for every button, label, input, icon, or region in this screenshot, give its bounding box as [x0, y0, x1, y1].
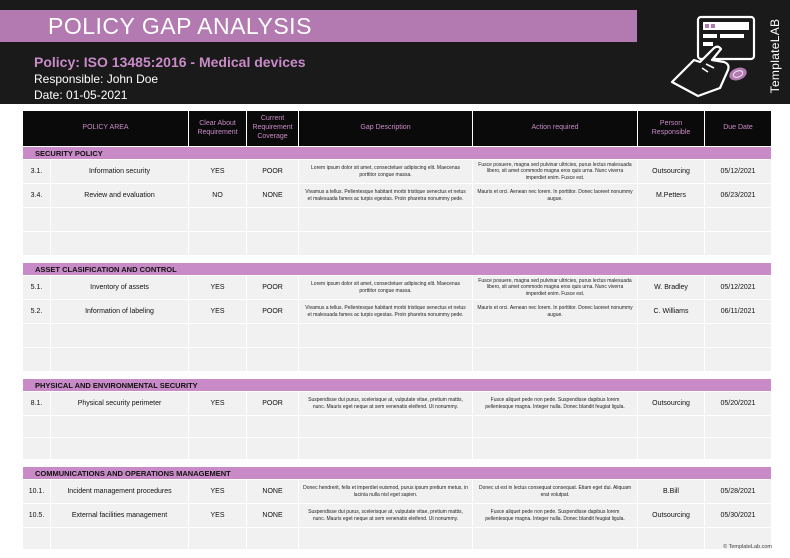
clear-about-cell: YES — [189, 300, 247, 324]
clear-about-cell — [189, 528, 247, 550]
item-number: 5.1. — [23, 276, 51, 300]
person-responsible-cell — [638, 348, 705, 372]
policy-area-cell — [51, 348, 189, 372]
coverage-cell — [247, 348, 299, 372]
coverage-cell — [247, 324, 299, 348]
person-responsible-cell — [638, 232, 705, 256]
due-date-cell: 05/20/2021 — [705, 392, 772, 416]
due-date-cell: 05/30/2021 — [705, 504, 772, 528]
item-number — [23, 416, 51, 438]
coverage-cell — [247, 438, 299, 460]
col-due-date: Due Date — [705, 111, 772, 147]
action-required-cell: Donec ut est in lectus consequat consequat. Etiam eget dui. Aliquam erat volutpat. — [473, 480, 638, 504]
clear-about-cell: YES — [189, 480, 247, 504]
person-responsible-cell: W. Bradley — [638, 276, 705, 300]
clear-about-cell — [189, 348, 247, 372]
policy-area-cell: Physical security perimeter — [51, 392, 189, 416]
clear-about-cell — [189, 416, 247, 438]
gap-description-cell: Vivamus a tellus. Pellentesque habitant morbi tristique senectus et netus et malesuada fames ac turpis egestas. Proin pharetra nonummy pede. — [299, 184, 473, 208]
clear-about-cell — [189, 232, 247, 256]
table-row — [23, 392, 772, 416]
coverage-cell — [247, 416, 299, 438]
table-row — [23, 300, 772, 324]
due-date-cell — [705, 324, 772, 348]
item-number — [23, 232, 51, 256]
action-required-cell — [473, 528, 638, 550]
policy-area-cell: Review and evaluation — [51, 184, 189, 208]
coverage-cell: NONE — [247, 480, 299, 504]
section-header-row — [23, 467, 772, 480]
copyright-footer: © TemplateLab.com — [723, 544, 772, 550]
item-number: 10.1. — [23, 480, 51, 504]
action-required-cell: Fusce aliquet pede non pede. Suspendisse dapibus lorem pellentesque magna. Integer nulla. Donec blandit feugiat ligula. — [473, 504, 638, 528]
item-number: 3.1. — [23, 160, 51, 184]
policy-area-cell: Information security — [51, 160, 189, 184]
action-required-cell — [473, 324, 638, 348]
coverage-cell — [247, 232, 299, 256]
action-required-cell — [473, 208, 638, 232]
policy-area-cell — [51, 208, 189, 232]
section-header-row — [23, 379, 772, 392]
due-date-cell — [705, 232, 772, 256]
col-person-responsible: Person Responsible — [638, 111, 705, 147]
gap-description-cell — [299, 348, 473, 372]
policy-area-cell — [51, 232, 189, 256]
item-number: 5.2. — [23, 300, 51, 324]
col-policy-area: POLICY AREA — [23, 111, 189, 147]
gap-description-cell: Suspendisse dui purus, scelerisque at, vulputate vitae, pretium mattis, nunc. Mauris eget neque at sem venenatis eleifend. Ut nonummy. — [299, 504, 473, 528]
section-spacer — [23, 256, 772, 263]
item-number — [23, 208, 51, 232]
templatelab-brand: TemplateLAB — [768, 18, 782, 94]
person-responsible-cell — [638, 416, 705, 438]
person-responsible-cell: Outsourcing — [638, 160, 705, 184]
due-date-cell — [705, 438, 772, 460]
clear-about-cell — [189, 208, 247, 232]
section-spacer — [23, 460, 772, 467]
coverage-cell: NONE — [247, 504, 299, 528]
document-title: POLICY GAP ANALYSIS — [48, 13, 312, 39]
table-row — [23, 528, 772, 550]
table-row — [23, 160, 772, 184]
person-responsible-cell — [638, 438, 705, 460]
coverage-cell — [247, 208, 299, 232]
action-required-cell — [473, 232, 638, 256]
section-title: PHYSICAL AND ENVIRONMENTAL SECURITY — [23, 379, 772, 392]
coverage-cell: NONE — [247, 184, 299, 208]
coverage-cell — [247, 528, 299, 550]
clear-about-cell: NO — [189, 184, 247, 208]
table-row — [23, 232, 772, 256]
coverage-cell: POOR — [247, 160, 299, 184]
due-date-cell: 06/23/2021 — [705, 184, 772, 208]
policy-area-cell — [51, 416, 189, 438]
table-row — [23, 438, 772, 460]
document-header — [0, 0, 790, 104]
col-gap-description: Gap Description — [299, 111, 473, 147]
clear-about-cell — [189, 438, 247, 460]
item-number — [23, 438, 51, 460]
item-number — [23, 348, 51, 372]
due-date-cell: 05/12/2021 — [705, 276, 772, 300]
policy-area-cell: External facilities management — [51, 504, 189, 528]
person-responsible-cell — [638, 324, 705, 348]
clear-about-cell: YES — [189, 160, 247, 184]
coverage-cell: POOR — [247, 300, 299, 324]
action-required-cell — [473, 416, 638, 438]
policy-area-cell — [51, 438, 189, 460]
coverage-cell: POOR — [247, 392, 299, 416]
hand-pointing-at-screen-icon — [664, 12, 774, 98]
due-date-cell — [705, 416, 772, 438]
section-title: ASSET CLASIFICATION AND CONTROL — [23, 263, 772, 276]
title-banner — [0, 10, 637, 42]
clear-about-cell — [189, 324, 247, 348]
due-date-cell: 06/11/2021 — [705, 300, 772, 324]
due-date-cell: 05/28/2021 — [705, 480, 772, 504]
person-responsible-cell: C. Williams — [638, 300, 705, 324]
person-responsible-cell: Outsourcing — [638, 504, 705, 528]
item-number: 3.4. — [23, 184, 51, 208]
policy-area-cell: Inventory of assets — [51, 276, 189, 300]
gap-description-cell — [299, 232, 473, 256]
gap-description-cell — [299, 438, 473, 460]
coverage-cell: POOR — [247, 276, 299, 300]
policy-area-cell: Information of labeling — [51, 300, 189, 324]
clear-about-cell: YES — [189, 504, 247, 528]
due-date-cell: 05/12/2021 — [705, 160, 772, 184]
gap-analysis-table — [22, 110, 771, 550]
gap-description-cell: Donec hendrerit, felis et imperdiet euismod, purus ipsum pretium metus, in lacinia nulla nisl eget sapien. — [299, 480, 473, 504]
table-row — [23, 324, 772, 348]
due-date-cell — [705, 348, 772, 372]
action-required-cell: Mauris et orci. Aenean nec lorem. In porttitor. Donec laoreet nonummy augue. — [473, 300, 638, 324]
table-header-row — [23, 111, 772, 147]
gap-description-cell — [299, 416, 473, 438]
gap-description-cell: Lorem ipsum dolor sit amet, consectetuer adipiscing elit. Maecenas porttitor congue massa. — [299, 276, 473, 300]
action-required-cell: Mauris et orci. Aenean nec lorem. In porttitor. Donec laoreet nonummy augue. — [473, 184, 638, 208]
item-number: 10.5. — [23, 504, 51, 528]
policy-area-cell — [51, 324, 189, 348]
table-row — [23, 480, 772, 504]
col-clear-about-requirement: Clear About Requirement — [189, 111, 247, 147]
action-required-cell — [473, 438, 638, 460]
table-row — [23, 276, 772, 300]
person-responsible-cell: M.Petters — [638, 184, 705, 208]
table-row — [23, 208, 772, 232]
action-required-cell: Fusce aliquet pede non pede. Suspendisse dapibus lorem pellentesque magna. Integer nulla. Donec blandit feugiat ligula. — [473, 392, 638, 416]
person-responsible-cell: B.Bill — [638, 480, 705, 504]
gap-description-cell — [299, 324, 473, 348]
due-date-cell — [705, 208, 772, 232]
action-required-cell — [473, 348, 638, 372]
policy-area-cell: Incident management procedures — [51, 480, 189, 504]
table-row — [23, 348, 772, 372]
col-action-required: Action required — [473, 111, 638, 147]
item-number: 8.1. — [23, 392, 51, 416]
policy-name: Policy: ISO 13485:2016 - Medical devices — [34, 54, 306, 70]
gap-description-cell — [299, 528, 473, 550]
person-responsible-cell — [638, 208, 705, 232]
section-title: COMMUNICATIONS AND OPERATIONS MANAGEMENT — [23, 467, 772, 480]
date-line: Date: 01-05-2021 — [34, 88, 128, 102]
table-row — [23, 184, 772, 208]
section-spacer — [23, 372, 772, 379]
responsible-line: Responsible: John Doe — [34, 72, 159, 86]
policy-area-cell — [51, 528, 189, 550]
section-title: SECURITY POLICY — [23, 147, 772, 160]
item-number — [23, 528, 51, 550]
action-required-cell: Fusce posuere, magna sed pulvinar ultricies, purus lectus malesuada libero, sit amet commodo magna eros quis urna. Nunc viverra imperdiet enim. Fusce est. — [473, 276, 638, 300]
table-row — [23, 504, 772, 528]
col-requirement-coverage: Current Requirement Coverage — [247, 111, 299, 147]
person-responsible-cell — [638, 528, 705, 550]
gap-description-cell: Lorem ipsum dolor sit amet, consectetuer adipiscing elit. Maecenas porttitor congue massa. — [299, 160, 473, 184]
gap-description-cell: Suspendisse dui purus, scelerisque at, vulputate vitae, pretium mattis, nunc. Mauris eget neque at sem venenatis eleifend. Ut nonummy. — [299, 392, 473, 416]
section-header-row — [23, 147, 772, 160]
clear-about-cell: YES — [189, 276, 247, 300]
gap-description-cell — [299, 208, 473, 232]
action-required-cell: Fusce posuere, magna sed pulvinar ultricies, purus lectus malesuada libero, sit amet commodo magna eros quis urna. Nunc viverra imperdiet enim. Fusce est. — [473, 160, 638, 184]
table-row — [23, 416, 772, 438]
item-number — [23, 324, 51, 348]
person-responsible-cell: Outsourcing — [638, 392, 705, 416]
gap-description-cell: Vivamus a tellus. Pellentesque habitant morbi tristique senectus et netus et malesuada fames ac turpis egestas. Proin pharetra nonummy pede. — [299, 300, 473, 324]
clear-about-cell: YES — [189, 392, 247, 416]
section-header-row — [23, 263, 772, 276]
